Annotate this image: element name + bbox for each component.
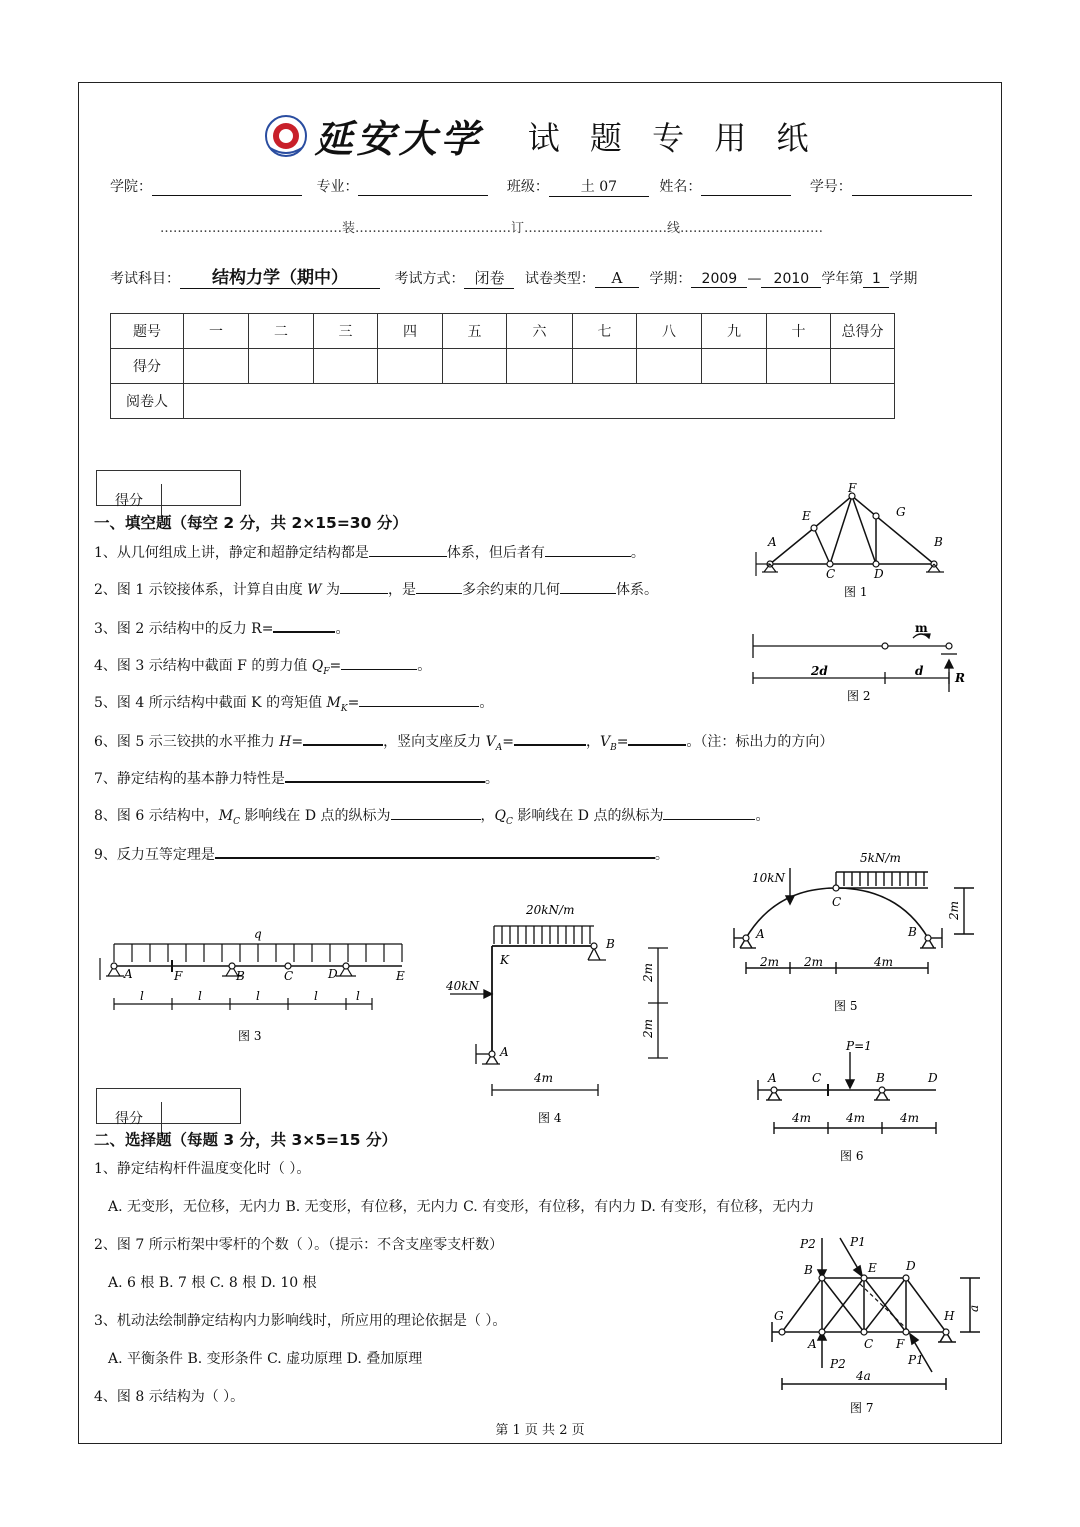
column-header: 六 bbox=[507, 314, 573, 349]
question-text: 。 bbox=[755, 808, 770, 824]
major-field[interactable] bbox=[358, 179, 488, 196]
column-header-total: 总得分 bbox=[831, 314, 895, 349]
fig3-label-c: C bbox=[284, 969, 294, 983]
fig6-span-label: 4m bbox=[792, 1111, 812, 1125]
fig3-span-label: l bbox=[314, 989, 318, 1003]
figure-4-frame bbox=[442, 898, 672, 1128]
fig2-label-d: d bbox=[915, 664, 924, 678]
question-text: = bbox=[347, 695, 360, 711]
question-text: 多余约束的几何 bbox=[462, 582, 561, 598]
type-value: A bbox=[595, 269, 639, 288]
college-label: 学院： bbox=[110, 179, 152, 195]
question-text: 影响线在 D 点的纵标为 bbox=[239, 808, 391, 824]
mode-value: 闭卷 bbox=[464, 267, 514, 289]
score-box-label: 得分 bbox=[97, 1102, 162, 1136]
question-text: 1、从几何组成上讲，静定和超静定结构都是 bbox=[94, 545, 369, 561]
fig1-label-f: F bbox=[848, 481, 857, 495]
fig4-caption: 图 4 bbox=[538, 1111, 562, 1125]
choice-question-4: 4、图 8 示结构为（ ）。 bbox=[94, 1389, 245, 1405]
fig3-span-label: l bbox=[198, 989, 202, 1003]
score-cell[interactable] bbox=[831, 349, 895, 384]
column-header: 七 bbox=[573, 314, 637, 349]
fig5-span-label: 4m bbox=[874, 955, 894, 969]
fig6-label-d: D bbox=[928, 1071, 938, 1085]
question-text: 。 bbox=[417, 658, 432, 674]
fig7-label-f: F bbox=[896, 1337, 905, 1351]
fig7-label-g: G bbox=[774, 1309, 784, 1323]
row-label-score: 得分 bbox=[111, 349, 184, 384]
answer-blank[interactable] bbox=[273, 616, 335, 633]
fig4-label-a: A bbox=[500, 1045, 509, 1059]
question-text: = bbox=[502, 734, 514, 750]
fill-question-4 bbox=[94, 654, 431, 677]
question-text: = bbox=[616, 734, 629, 750]
symbol-q: Q bbox=[494, 808, 507, 824]
score-table-header-row bbox=[111, 314, 895, 349]
fig7-label-p1-bottom: P1 bbox=[908, 1353, 924, 1367]
major-label: 专业： bbox=[316, 179, 359, 195]
fig1-label-b: B bbox=[934, 535, 943, 549]
year-suffix: 学年第 bbox=[821, 271, 864, 287]
question-text: = bbox=[291, 734, 304, 750]
fill-question-1 bbox=[94, 541, 645, 562]
year-start: 2009 bbox=[691, 271, 747, 288]
fig4-label-load: 20kN/m bbox=[526, 903, 575, 917]
fig2-label-m: m bbox=[915, 621, 928, 635]
question-text: 体系。 bbox=[616, 582, 659, 598]
score-cell[interactable] bbox=[767, 349, 831, 384]
fig3-span-label: l bbox=[140, 989, 144, 1003]
subject-value: 结构力学（期中） bbox=[180, 263, 380, 289]
fig4-label-force: 40kN bbox=[446, 979, 480, 993]
grader-row bbox=[111, 384, 895, 419]
year-end: 2010 bbox=[761, 271, 821, 288]
score-box-label: 得分 bbox=[97, 484, 162, 518]
fig7-label-e: E bbox=[868, 1261, 877, 1275]
question-text: 影响线在 D 点的纵标为 bbox=[512, 808, 664, 824]
column-header: 十 bbox=[767, 314, 831, 349]
fig3-span-label: l bbox=[256, 989, 260, 1003]
fig7-label-p1-top: P1 bbox=[850, 1235, 866, 1249]
symbol-m: M bbox=[326, 695, 341, 711]
answer-blank[interactable] bbox=[340, 578, 388, 594]
answer-blank[interactable] bbox=[341, 654, 417, 670]
score-cell[interactable] bbox=[507, 349, 573, 384]
fig7-label-c: C bbox=[864, 1337, 874, 1351]
answer-blank[interactable] bbox=[560, 578, 616, 594]
fig3-label-f: F bbox=[174, 969, 183, 983]
figure-2-beam bbox=[745, 622, 975, 708]
score-cell[interactable] bbox=[249, 349, 314, 384]
score-cell[interactable] bbox=[378, 349, 443, 384]
fill-question-2 bbox=[94, 578, 658, 599]
score-cell[interactable] bbox=[702, 349, 767, 384]
symbol-q: Q bbox=[311, 658, 324, 674]
fig1-label-c: C bbox=[826, 567, 836, 581]
figure-6-beam bbox=[748, 1038, 948, 1166]
symbol-subscript: F bbox=[323, 666, 330, 677]
column-header: 一 bbox=[184, 314, 249, 349]
name-label: 姓名： bbox=[659, 179, 702, 195]
fig6-span-label: 4m bbox=[900, 1111, 920, 1125]
name-field[interactable] bbox=[701, 179, 791, 196]
question-text: 4、图 3 示结构中截面 F 的剪力值 bbox=[94, 658, 312, 674]
question-text: 7、静定结构的基本静力特性是 bbox=[94, 771, 285, 787]
symbol-h: H bbox=[279, 734, 292, 750]
symbol-subscript: K bbox=[340, 703, 348, 714]
choice-question-3-options: A. 平衡条件 B. 变形条件 C. 虚功原理 D. 叠加原理 bbox=[108, 1351, 423, 1367]
paper-title: 试 题 专 用 纸 bbox=[527, 118, 819, 157]
symbol-subscript: C bbox=[233, 816, 240, 827]
answer-blank[interactable] bbox=[215, 842, 655, 859]
fig7-label-p2-top: P2 bbox=[800, 1237, 816, 1251]
question-text: 6、图 5 示三铰拱的水平推力 bbox=[94, 734, 280, 750]
choice-question-2: 2、图 7 所示桁架中零杆的个数（ ）。（提示：不含支座零支杆数） bbox=[94, 1237, 504, 1253]
page-footer: 第 1 页 共 2 页 bbox=[495, 1423, 585, 1438]
fig3-caption: 图 3 bbox=[238, 1029, 262, 1043]
symbol-subscript: B bbox=[610, 742, 617, 753]
term-label: 学期： bbox=[649, 271, 692, 287]
answer-blank[interactable] bbox=[359, 691, 479, 707]
mode-label: 考试方式： bbox=[394, 271, 465, 287]
question-text: 体系，但后者有 bbox=[446, 545, 545, 561]
question-text: 2、图 1 示铰接体系，计算自由度 bbox=[94, 582, 308, 598]
term-suffix: 学期 bbox=[889, 271, 918, 287]
symbol-v: V bbox=[599, 734, 611, 750]
question-text: 。 bbox=[630, 545, 645, 561]
symbol-subscript: A bbox=[495, 742, 503, 753]
score-box-value[interactable] bbox=[162, 471, 238, 505]
section2-title: 二、选择题（每题 3 分，共 3×5=15 分） bbox=[94, 1131, 397, 1149]
column-header: 八 bbox=[637, 314, 702, 349]
school-name: 延安大学 bbox=[314, 116, 483, 161]
question-text: 9、反力互等定理是 bbox=[94, 847, 215, 863]
fig7-height-label: a bbox=[967, 1304, 981, 1312]
symbol-v: V bbox=[485, 734, 496, 750]
fig1-label-a: A bbox=[768, 535, 777, 549]
type-label: 试卷类型： bbox=[524, 271, 595, 287]
fig3-label-a: A bbox=[124, 967, 133, 981]
question-text: ， bbox=[585, 734, 600, 750]
year-dash: — bbox=[747, 271, 762, 287]
fig6-label-a: A bbox=[768, 1071, 777, 1085]
binding-line: ……………………………………装………………………………订……………………………线…………………………… bbox=[160, 221, 823, 236]
choice-question-1: 1、静定结构杆件温度变化时（ ）。 bbox=[94, 1161, 311, 1177]
fig7-label-a: A bbox=[808, 1337, 817, 1351]
fig5-height-label: 2m bbox=[947, 900, 961, 920]
university-logo bbox=[262, 114, 310, 158]
fig5-label-c: C bbox=[832, 895, 842, 909]
fig6-label-load: P=1 bbox=[846, 1039, 872, 1053]
fig1-label-d: D bbox=[874, 567, 884, 581]
fig4-label-k: K bbox=[500, 953, 509, 967]
score-cell[interactable] bbox=[184, 349, 249, 384]
paper-header bbox=[0, 108, 1080, 163]
score-box-value[interactable] bbox=[162, 1089, 238, 1123]
answer-blank[interactable] bbox=[416, 578, 462, 594]
answer-blank[interactable] bbox=[663, 804, 755, 820]
column-header: 五 bbox=[443, 314, 507, 349]
question-text: 。（注：标出力的方向） bbox=[686, 734, 834, 750]
fig4-label-b: B bbox=[606, 937, 615, 951]
figure-3-beam bbox=[92, 922, 412, 1048]
fig5-span-label: 2m bbox=[760, 955, 780, 969]
fill-question-6 bbox=[94, 729, 833, 753]
fig4-width-label: 4m bbox=[534, 1071, 554, 1085]
fig5-label-load: 5kN/m bbox=[860, 851, 901, 865]
question-text: = bbox=[329, 658, 342, 674]
fig7-label-d: D bbox=[906, 1259, 916, 1273]
answer-blank[interactable] bbox=[285, 766, 485, 783]
fig7-label-h: H bbox=[944, 1309, 955, 1323]
fig7-caption: 图 7 bbox=[850, 1401, 874, 1415]
fig2-label-r: R bbox=[955, 671, 965, 685]
fill-question-5 bbox=[94, 691, 493, 714]
score-cell[interactable] bbox=[314, 349, 378, 384]
fig5-label-a: A bbox=[756, 927, 765, 941]
answer-blank[interactable] bbox=[545, 541, 631, 557]
fig1-label-g: G bbox=[896, 505, 906, 519]
fig5-label-b: B bbox=[908, 925, 917, 939]
section1-title: 一、填空题（每空 2 分，共 2×15=30 分） bbox=[94, 514, 408, 532]
fig3-span-label: l bbox=[356, 989, 360, 1003]
choice-question-3: 3、机动法绘制静定结构内力影响线时，所应用的理论依据是（ ）。 bbox=[94, 1313, 507, 1329]
class-field[interactable]: 土 07 bbox=[549, 176, 649, 197]
figure-1-truss bbox=[748, 480, 958, 600]
figure-7-truss bbox=[764, 1228, 984, 1415]
figure-5-arch bbox=[728, 848, 978, 1016]
question-text: ，是 bbox=[388, 582, 417, 598]
column-header: 三 bbox=[314, 314, 378, 349]
choice-question-1-options: A. 无变形，无位移，无内力 B. 无变形，有位移，无内力 C. 有变形，有位移，有内力 D. 有变形，有位移，无内力 bbox=[108, 1199, 815, 1215]
symbol-m: M bbox=[218, 808, 234, 824]
fig5-label-force: 10kN bbox=[752, 871, 786, 885]
question-text: ，竖向支座反力 bbox=[383, 734, 486, 750]
grader-cell[interactable] bbox=[184, 384, 895, 419]
column-header: 四 bbox=[378, 314, 443, 349]
question-text: ， bbox=[480, 808, 495, 824]
college-field[interactable] bbox=[152, 179, 302, 196]
student-info-line bbox=[110, 176, 990, 197]
question-text: 3、图 2 示结构中的反力 R= bbox=[94, 621, 274, 637]
question-text: 。 bbox=[484, 771, 499, 787]
fig3-label-q: q bbox=[254, 927, 262, 941]
class-label: 班级： bbox=[506, 179, 549, 195]
answer-blank[interactable] bbox=[369, 541, 447, 557]
student-id-label: 学号： bbox=[809, 179, 852, 195]
fill-question-3 bbox=[94, 616, 349, 638]
score-table bbox=[110, 313, 895, 419]
fig6-span-label: 4m bbox=[846, 1111, 866, 1125]
column-header: 二 bbox=[249, 314, 314, 349]
section2-score-box bbox=[96, 1088, 241, 1127]
question-text: 8、图 6 示结构中， bbox=[94, 808, 219, 824]
fig1-label-e: E bbox=[802, 509, 811, 523]
fig4-height-label: 2m bbox=[641, 962, 655, 982]
fig5-caption: 图 5 bbox=[834, 999, 858, 1013]
answer-blank[interactable] bbox=[628, 729, 686, 746]
column-header: 九 bbox=[702, 314, 767, 349]
symbol-subscript: C bbox=[506, 816, 513, 827]
row-label-grader: 阅卷人 bbox=[111, 384, 184, 419]
question-text: 。 bbox=[479, 695, 494, 711]
score-cell[interactable] bbox=[443, 349, 507, 384]
score-cell[interactable] bbox=[637, 349, 702, 384]
fig3-label-d: D bbox=[328, 967, 338, 981]
fig6-label-c: C bbox=[812, 1071, 822, 1085]
subject-label: 考试科目： bbox=[110, 271, 180, 287]
symbol-w: W bbox=[307, 582, 322, 598]
row-label-question-no: 题号 bbox=[111, 314, 184, 349]
choice-question-2-options: A. 6 根 B. 7 根 C. 8 根 D. 10 根 bbox=[108, 1275, 317, 1291]
score-cell[interactable] bbox=[573, 349, 637, 384]
answer-blank[interactable] bbox=[303, 729, 383, 746]
fig1-caption: 图 1 bbox=[844, 585, 868, 599]
fill-question-8 bbox=[94, 804, 769, 827]
fig3-label-b: B bbox=[236, 969, 245, 983]
fig4-height-label: 2m bbox=[641, 1018, 655, 1038]
student-id-field[interactable] bbox=[852, 179, 972, 196]
answer-blank[interactable] bbox=[391, 804, 481, 820]
fig2-caption: 图 2 bbox=[847, 689, 871, 703]
question-text: 5、图 4 所示结构中截面 K 的弯矩值 bbox=[94, 695, 327, 711]
fig7-width-label: 4a bbox=[856, 1369, 871, 1383]
term-number: 1 bbox=[863, 271, 889, 288]
answer-blank[interactable] bbox=[514, 729, 586, 746]
question-text: 。 bbox=[335, 621, 350, 637]
question-text: 。 bbox=[654, 847, 669, 863]
fill-question-7 bbox=[94, 766, 499, 788]
fill-question-9 bbox=[94, 842, 669, 864]
fig5-span-label: 2m bbox=[804, 955, 824, 969]
fig6-caption: 图 6 bbox=[840, 1149, 864, 1163]
score-row bbox=[111, 349, 895, 384]
fig7-label-p2-bottom: P2 bbox=[830, 1357, 846, 1371]
section1-score-box bbox=[96, 470, 241, 509]
exam-info-line bbox=[110, 263, 917, 289]
fig7-label-b: B bbox=[804, 1263, 813, 1277]
fig6-label-b: B bbox=[876, 1071, 885, 1085]
fig2-label-2d: 2d bbox=[811, 664, 828, 678]
question-text: 为 bbox=[321, 582, 341, 598]
fig3-label-e: E bbox=[396, 969, 405, 983]
